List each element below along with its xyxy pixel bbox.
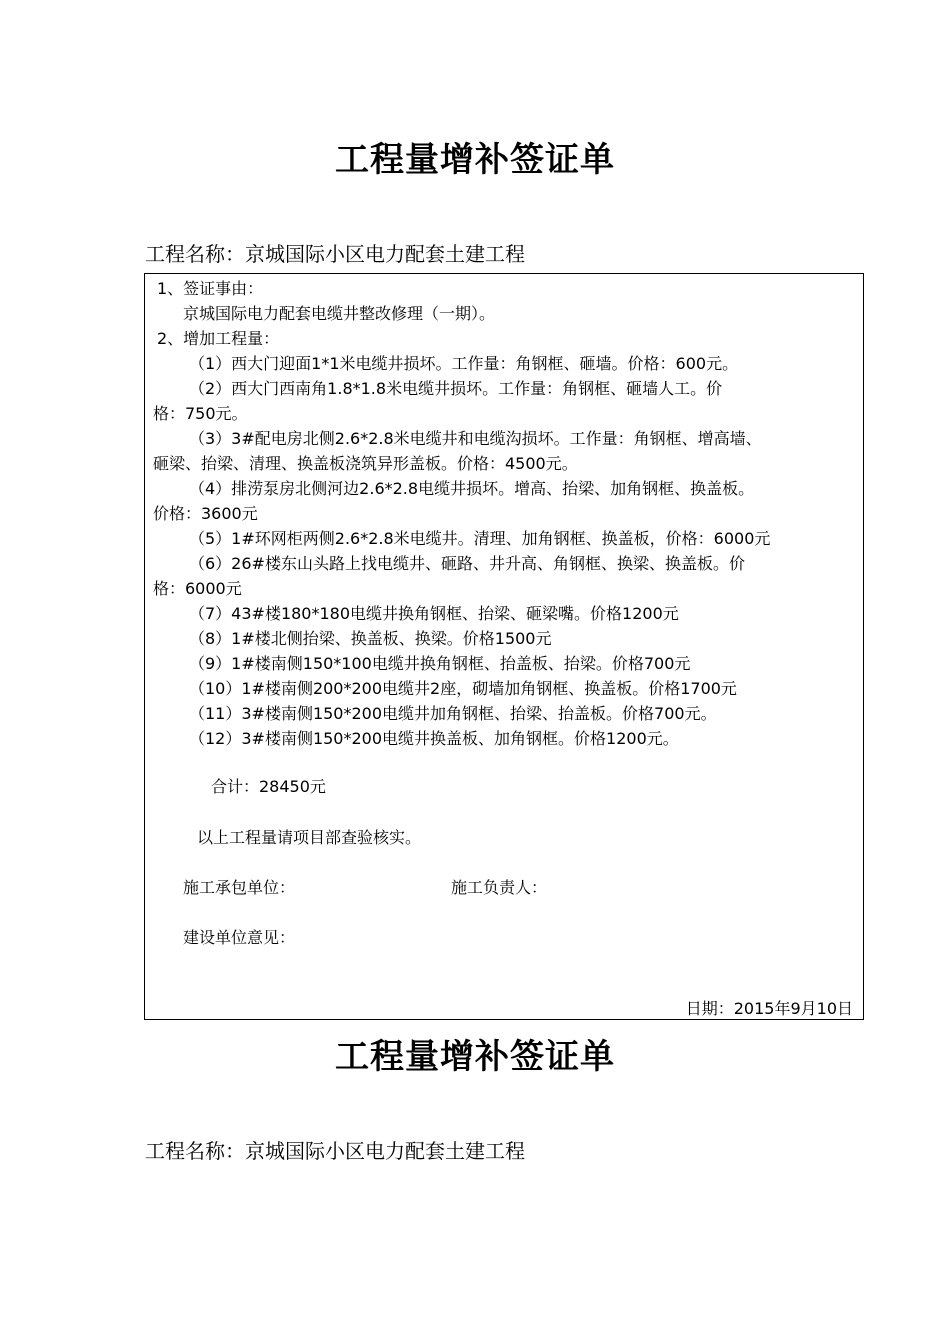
item-line: （2）西大门西南角1.8*1.8米电缆井损坏。工作量：角钢框、砸墙人工。价 — [189, 379, 723, 398]
page-title-repeat: 工程量增补签证单 — [335, 1037, 615, 1077]
item-line: （11）3#楼南侧150*200电缆井加角钢框、抬梁、抬盖板。价格700元。 — [189, 704, 717, 723]
owner-opinion-label: 建设单位意见： — [183, 928, 296, 947]
item-line: （10）1#楼南侧200*200电缆井2座，砌墙加角钢框、换盖板。价格1700元 — [189, 679, 737, 698]
item-line: （6）26#楼东山头路上找电缆井、砸路、井升高、角钢框、换梁、换盖板。价 — [189, 554, 745, 573]
section1-text: 京城国际电力配套电缆井整改修理（一期）。 — [183, 304, 496, 323]
section2-heading: 2、增加工程量： — [157, 329, 280, 348]
project-name-repeat: 工程名称：京城国际小区电力配套土建工程 — [145, 1139, 525, 1163]
project-name: 工程名称：京城国际小区电力配套土建工程 — [145, 242, 525, 266]
item-line: （4）排涝泵房北侧河边2.6*2.8电缆井损坏。增高、抬梁、加角钢框、换盖板。 — [189, 479, 755, 498]
item-line: （12）3#楼南侧150*200电缆井换盖板、加角钢框。价格1200元。 — [189, 729, 679, 748]
item-line: 价格：3600元 — [153, 504, 258, 523]
section1-heading: 1、签证事由： — [157, 279, 264, 298]
responsible-label: 施工负责人： — [451, 878, 548, 897]
item-line: 格：6000元 — [153, 579, 242, 598]
item-line: （3）3#配电房北侧2.6*2.8米电缆井和电缆沟损坏。工作量：角钢框、增高墙、 — [189, 429, 762, 448]
item-line: （5）1#环网柜两侧2.6*2.8米电缆井。清理、加角钢框、换盖板，价格：6000元 — [189, 529, 771, 548]
item-line: （9）1#楼南侧150*100电缆井换角钢框、抬盖板、抬梁。价格700元 — [189, 654, 691, 673]
visa-content-box — [144, 273, 864, 1020]
contractor-label: 施工承包单位： — [183, 878, 296, 897]
item-line: （7）43#楼180*180电缆井换角钢框、抬梁、砸梁嘴。价格1200元 — [189, 604, 679, 623]
total-amount: 合计：28450元 — [211, 777, 326, 796]
item-line: 砸梁、抬梁、清理、换盖板浇筑异形盖板。价格：4500元。 — [153, 454, 578, 473]
item-line: （1）西大门迎面1*1米电缆井损坏。工作量：角钢框、砸墙。价格：600元。 — [189, 354, 739, 373]
visa-date: 日期：2015年9月10日 — [685, 999, 853, 1018]
page-title: 工程量增补签证单 — [335, 140, 615, 180]
verify-note: 以上工程量请项目部查验核实。 — [197, 828, 422, 847]
item-line: （8）1#楼北侧抬梁、换盖板、换梁。价格1500元 — [189, 629, 552, 648]
item-line: 格：750元。 — [153, 404, 248, 423]
